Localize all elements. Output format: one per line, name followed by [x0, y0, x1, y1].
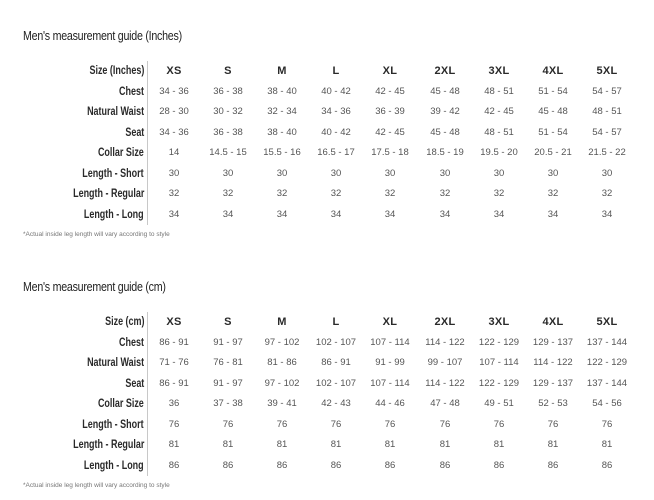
table-cell: 36 - 38	[213, 85, 243, 97]
table-cell: 81	[439, 439, 451, 450]
size-header-xs: XS	[166, 65, 182, 77]
table-cell: 14.5 - 15	[209, 147, 247, 158]
table-header-row	[0, 61, 654, 81]
row-label: Length - Short	[82, 418, 144, 431]
row-label: Collar Size	[98, 147, 144, 159]
table-cell: 54 - 57	[592, 85, 622, 97]
table-cell: 42 - 45	[375, 126, 405, 138]
row-label: Length - Regular	[72, 188, 144, 200]
table-cell: 81	[168, 439, 180, 450]
table-cell: 34	[330, 208, 342, 220]
table-cell: 30	[601, 167, 613, 179]
size-header-2xl: 2XL	[434, 316, 456, 328]
table-cell: 36 - 39	[375, 106, 405, 117]
size-header-2xl: 2XL	[434, 65, 456, 77]
table-cell: 76	[330, 418, 342, 430]
table-row	[0, 456, 654, 476]
table-cell: 19.5 - 20	[480, 147, 518, 158]
table-cell: 91 - 99	[375, 357, 405, 368]
table-cell: 86 - 91	[159, 377, 189, 389]
table-cell: 38 - 40	[267, 126, 297, 138]
table-cell: 34 - 36	[159, 85, 189, 97]
table-cell: 102 - 107	[315, 336, 357, 348]
table-cell: 20.5 - 21	[534, 147, 572, 158]
table-cell: 49 - 51	[484, 398, 514, 409]
row-label: Length - Short	[82, 167, 144, 180]
table-cell: 99 - 107	[427, 357, 463, 368]
table-row	[0, 184, 654, 204]
size-header-s: S	[224, 65, 232, 77]
table-cell: 86	[168, 459, 180, 471]
table-row	[0, 374, 654, 394]
table-cell: 45 - 48	[430, 126, 460, 138]
table-cell: 34	[547, 208, 559, 220]
table-row	[0, 333, 654, 353]
table-cell: 34	[222, 208, 234, 220]
table-cell: 34	[439, 208, 451, 220]
table-cell: 34 - 36	[321, 106, 351, 117]
table-cell: 34	[384, 208, 396, 220]
table-cell: 45 - 48	[430, 85, 460, 97]
table-cell: 114 - 122	[425, 336, 465, 348]
table-cell: 107 - 114	[479, 357, 519, 368]
table-cell: 30	[547, 167, 559, 179]
cm-guide-title: Men's measurement guide (cm)	[23, 279, 166, 294]
table-cell: 86	[330, 459, 342, 471]
table-cell: 137 - 144	[586, 377, 628, 389]
table-cell: 30	[439, 167, 451, 179]
table-cell: 107 - 114	[370, 336, 410, 348]
size-header-4xl: 4XL	[542, 316, 564, 328]
table-row	[0, 205, 654, 225]
table-cell: 114 - 122	[533, 357, 573, 368]
table-cell: 76	[168, 418, 180, 430]
table-cell: 42 - 45	[375, 85, 405, 97]
table-cell: 51 - 54	[538, 85, 568, 97]
table-cell: 16.5 - 17	[317, 147, 355, 158]
size-header-3xl: 3XL	[488, 316, 510, 328]
table-cell: 81	[493, 439, 505, 450]
row-label: Chest	[119, 336, 144, 349]
table-row	[0, 82, 654, 102]
table-cell: 114 - 122	[425, 377, 465, 389]
table-cell: 34 - 36	[159, 126, 189, 138]
table-cell: 21.5 - 22	[588, 147, 626, 158]
table-cell: 32	[168, 188, 180, 199]
table-cell: 71 - 76	[159, 357, 189, 368]
table-cell: 42 - 43	[321, 398, 351, 409]
table-cell: 32	[493, 188, 505, 199]
size-header-xl: XL	[382, 65, 398, 77]
table-cell: 32 - 34	[267, 106, 297, 117]
table-cell: 32	[276, 188, 288, 199]
table-cell: 30	[276, 167, 288, 179]
table-cell: 86	[601, 459, 613, 471]
table-cell: 54 - 57	[592, 126, 622, 138]
table-cell: 122 - 129	[478, 336, 520, 348]
table-cell: 76	[601, 418, 613, 430]
table-cell: 45 - 48	[538, 106, 568, 117]
table-cell: 39 - 41	[267, 398, 297, 409]
row-label: Length - Regular	[72, 439, 144, 451]
table-cell: 86	[547, 459, 559, 471]
table-cell: 129 - 137	[532, 336, 574, 348]
row-label: Chest	[119, 85, 144, 98]
table-row	[0, 143, 654, 163]
table-cell: 32	[439, 188, 451, 199]
table-row	[0, 102, 654, 122]
size-header-m: M	[277, 316, 287, 328]
table-cell: 76	[439, 418, 451, 430]
table-cell: 39 - 42	[430, 106, 460, 117]
table-cell: 52 - 53	[538, 398, 568, 409]
table-row	[0, 415, 654, 435]
table-cell: 81	[547, 439, 559, 450]
table-cell: 48 - 51	[592, 106, 622, 117]
row-label: Seat	[125, 377, 144, 390]
table-cell: 48 - 51	[484, 85, 514, 97]
size-header-5xl: 5XL	[596, 316, 618, 328]
size-header-s: S	[224, 316, 232, 328]
row-label: Length - Long	[84, 208, 144, 221]
table-cell: 54 - 56	[592, 398, 622, 409]
table-row	[0, 353, 654, 373]
table-cell: 76	[276, 418, 288, 430]
size-header-xl: XL	[382, 316, 398, 328]
table-cell: 91 - 97	[213, 336, 243, 348]
table-cell: 30	[493, 167, 505, 179]
cm-footnote: *Actual inside leg length will vary according to style	[23, 482, 170, 489]
inches-guide-title: Men's measurement guide (Inches)	[23, 28, 182, 43]
table-cell: 86	[276, 459, 288, 471]
size-header-m: M	[277, 65, 287, 77]
table-cell: 86	[384, 459, 396, 471]
table-cell: 76 - 81	[213, 357, 243, 368]
table-cell: 28 - 30	[159, 106, 189, 117]
table-cell: 32	[222, 188, 234, 199]
size-header-label: Size (cm)	[104, 316, 144, 328]
table-cell: 86	[439, 459, 451, 471]
row-label: Length - Long	[84, 459, 144, 472]
table-cell: 17.5 - 18	[371, 147, 409, 158]
table-cell: 48 - 51	[484, 126, 514, 138]
table-cell: 30	[330, 167, 342, 179]
table-cell: 34	[276, 208, 288, 220]
size-header-l: L	[332, 65, 340, 77]
table-row	[0, 123, 654, 143]
table-cell: 18.5 - 19	[426, 147, 464, 158]
table-cell: 30 - 32	[213, 106, 243, 117]
table-cell: 81	[276, 439, 288, 450]
table-cell: 107 - 114	[370, 377, 410, 389]
table-row	[0, 164, 654, 184]
table-cell: 14	[168, 147, 180, 158]
table-cell: 122 - 129	[586, 357, 628, 368]
table-cell: 122 - 129	[478, 377, 520, 389]
table-cell: 76	[493, 418, 505, 430]
table-cell: 34	[168, 208, 180, 220]
table-row	[0, 435, 654, 455]
table-cell: 38 - 40	[267, 85, 297, 97]
table-cell: 91 - 97	[213, 377, 243, 389]
table-cell: 76	[222, 418, 234, 430]
table-cell: 44 - 46	[375, 398, 405, 409]
table-row	[0, 394, 654, 414]
table-cell: 32	[384, 188, 396, 199]
table-cell: 42 - 45	[484, 106, 514, 117]
table-cell: 40 - 42	[321, 126, 351, 138]
row-label: Natural Waist	[87, 357, 144, 369]
table-cell: 86	[493, 459, 505, 471]
row-label: Seat	[125, 126, 144, 139]
inches-footnote: *Actual inside leg length will vary according to style	[23, 231, 170, 238]
table-cell: 81	[222, 439, 234, 450]
table-cell: 34	[493, 208, 505, 220]
table-header-row	[0, 312, 654, 332]
table-cell: 81	[601, 439, 613, 450]
table-cell: 86 - 91	[321, 357, 351, 368]
table-cell: 86	[222, 459, 234, 471]
size-header-4xl: 4XL	[542, 65, 564, 77]
table-cell: 97 - 102	[264, 377, 300, 389]
table-cell: 102 - 107	[315, 377, 357, 389]
size-header-5xl: 5XL	[596, 65, 618, 77]
table-cell: 76	[384, 418, 396, 430]
row-label: Collar Size	[98, 398, 144, 410]
table-cell: 37 - 38	[213, 398, 243, 409]
table-cell: 81	[330, 439, 342, 450]
size-header-xs: XS	[166, 316, 182, 328]
table-cell: 30	[222, 167, 234, 179]
size-header-l: L	[332, 316, 340, 328]
table-cell: 86 - 91	[159, 336, 189, 348]
table-cell: 81	[384, 439, 396, 450]
size-header-3xl: 3XL	[488, 65, 510, 77]
table-cell: 47 - 48	[430, 398, 460, 409]
table-cell: 32	[330, 188, 342, 199]
table-cell: 30	[384, 167, 396, 179]
table-cell: 51 - 54	[538, 126, 568, 138]
table-cell: 34	[601, 208, 613, 220]
table-cell: 81 - 86	[267, 357, 297, 368]
table-cell: 30	[168, 167, 180, 179]
table-cell: 137 - 144	[586, 336, 628, 348]
table-cell: 32	[547, 188, 559, 199]
table-cell: 15.5 - 16	[263, 147, 301, 158]
table-cell: 36 - 38	[213, 126, 243, 138]
table-cell: 76	[547, 418, 559, 430]
table-cell: 97 - 102	[264, 336, 300, 348]
size-header-label: Size (Inches)	[89, 65, 144, 77]
row-label: Natural Waist	[87, 106, 144, 118]
table-cell: 32	[601, 188, 613, 199]
table-cell: 40 - 42	[321, 85, 351, 97]
table-cell: 36	[168, 398, 180, 409]
table-cell: 129 - 137	[532, 377, 574, 389]
